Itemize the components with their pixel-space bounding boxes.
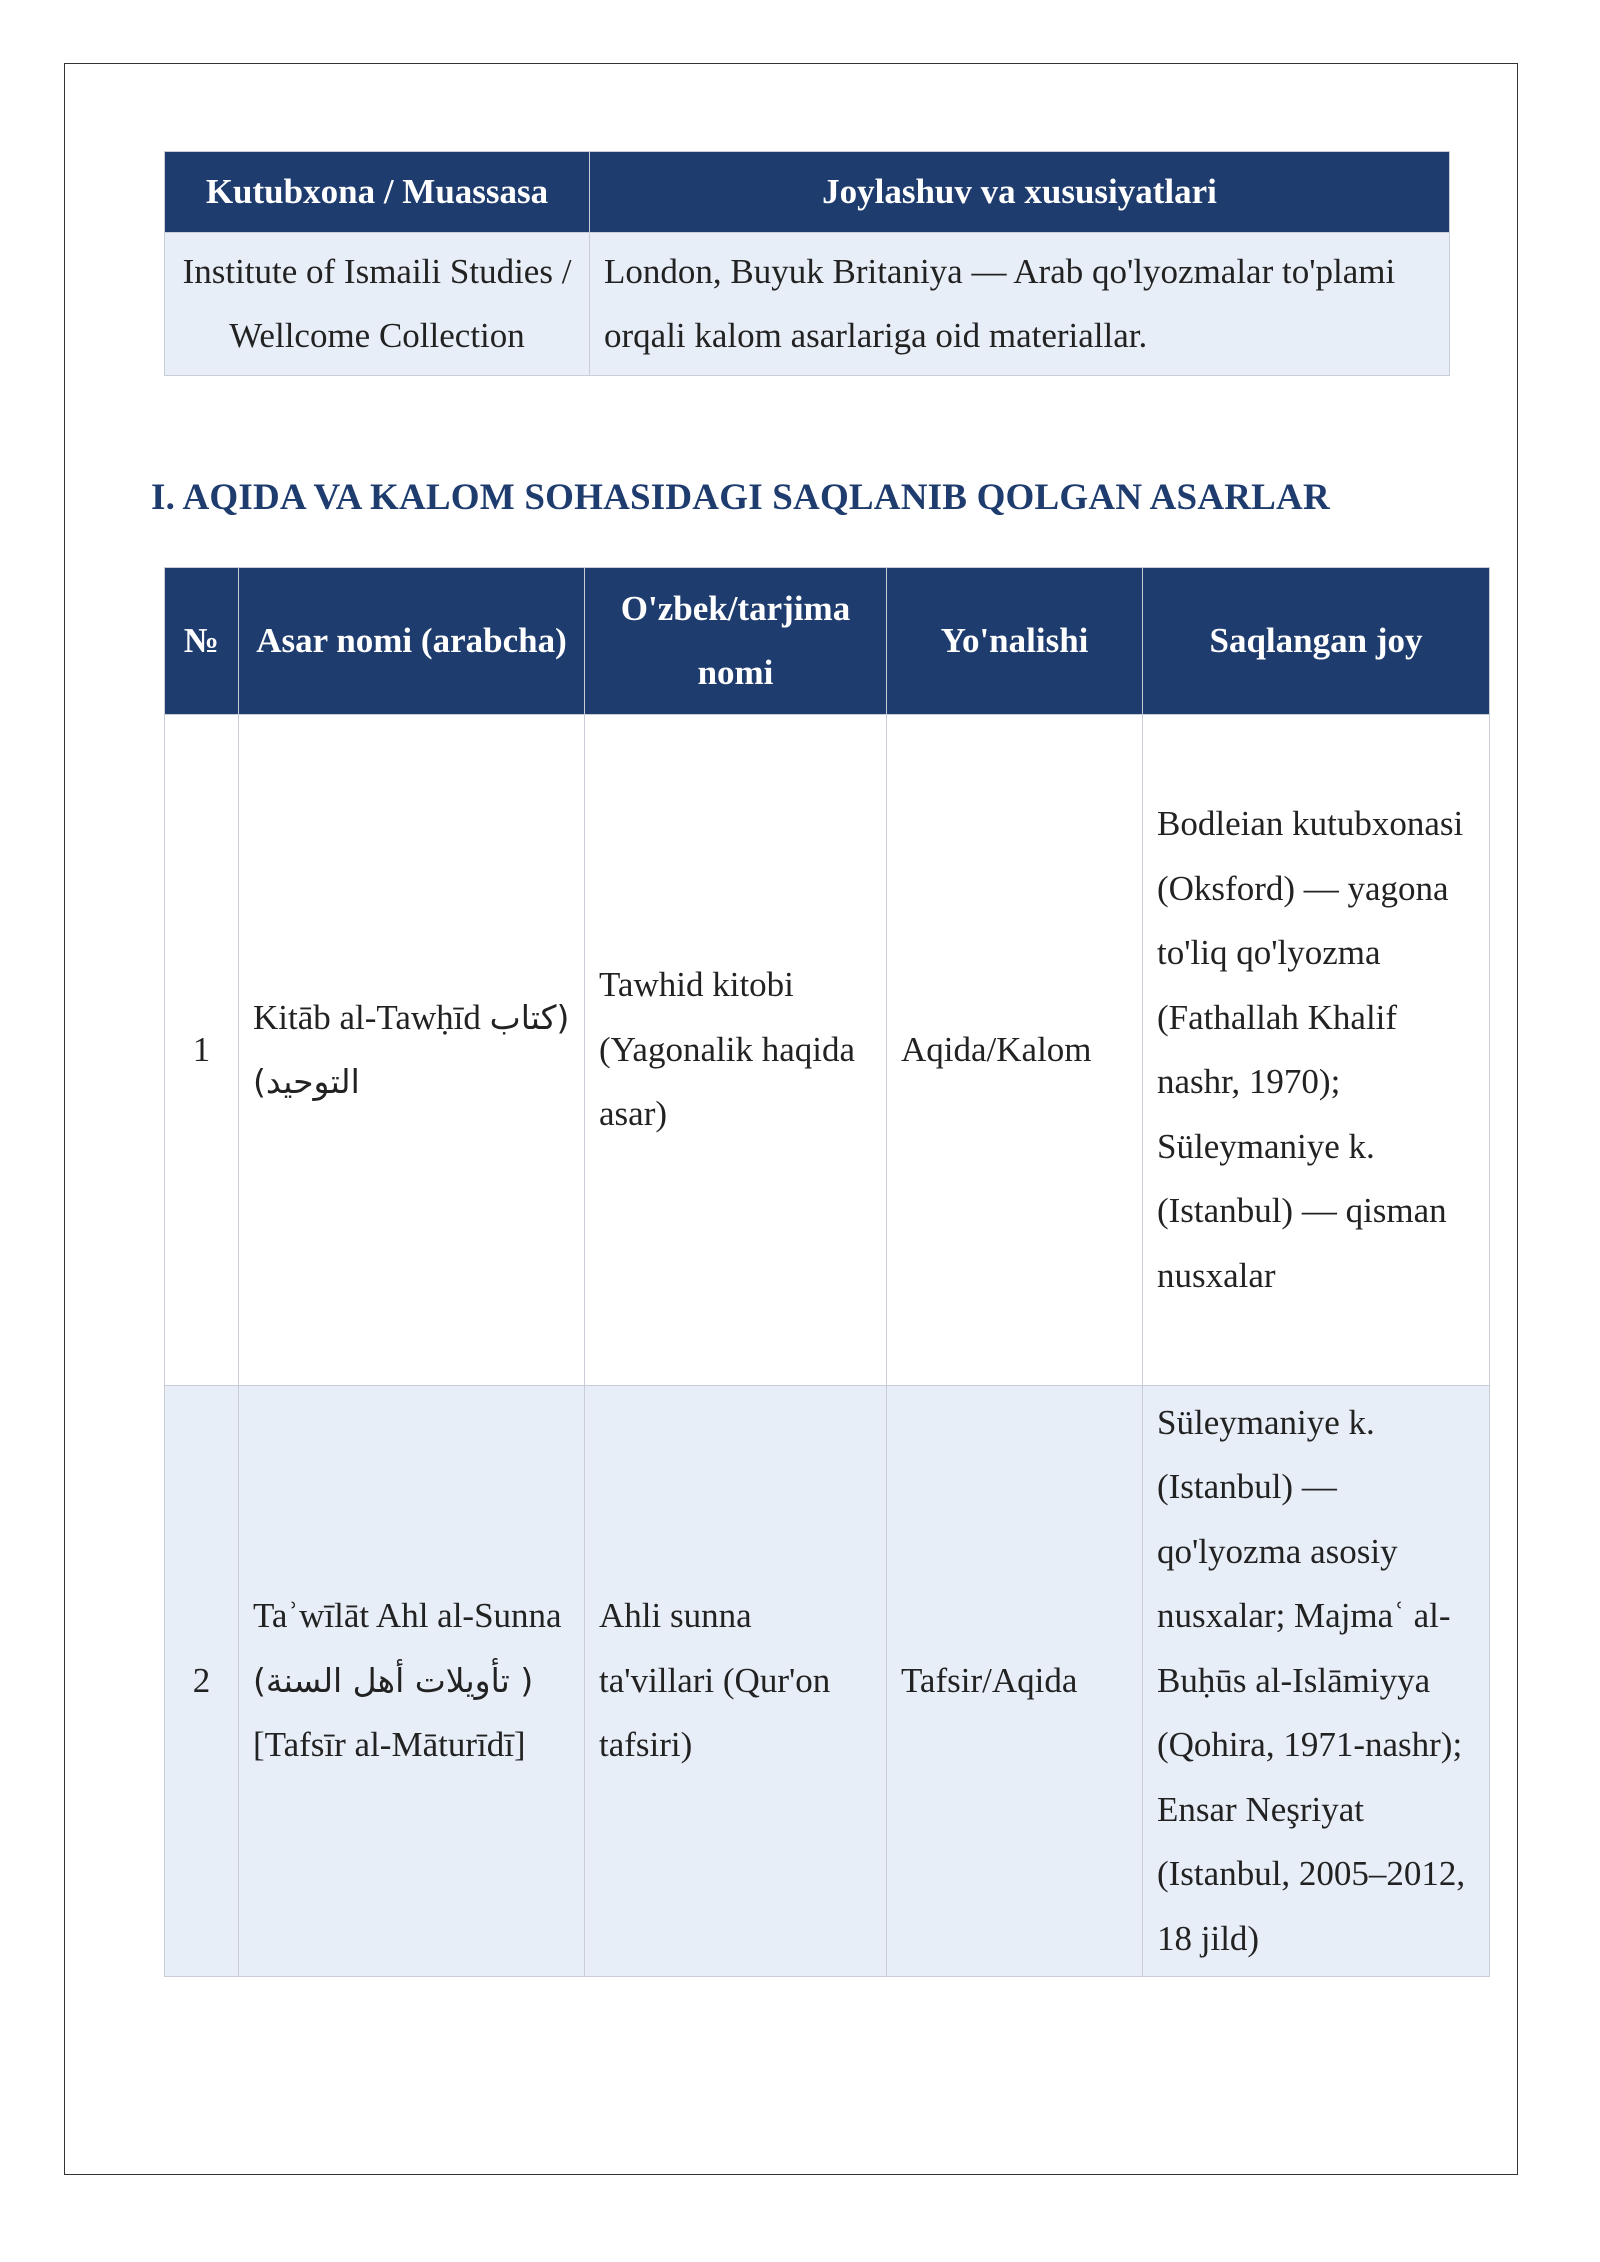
work-title-suffix: [Tafsīr al-Māturīdī] — [253, 1725, 526, 1765]
work-title-arabic: ( تأويلات أهل السنة) — [253, 1660, 534, 1700]
work-title-cell — [239, 715, 585, 1386]
work-title-latin: Taʾwīlāt Ahl al-Sunna — [253, 1596, 562, 1636]
work-direction: Tafsir/Aqida — [887, 1386, 1143, 1977]
description-cell: London, Buyuk Britaniya — Arab qo'lyozmalar to'plami orqali kalom asarlariga oid materiallar. — [590, 233, 1450, 376]
header-location: Saqlangan joy — [1143, 568, 1490, 715]
works-table — [164, 567, 1490, 1977]
header-direction: Yo'nalishi — [887, 568, 1143, 715]
library-table — [164, 151, 1450, 376]
section-heading: I. AQIDA VA KALOM SOHASIDAGI SAQLANIB QOLGAN ASARLAR — [151, 477, 1330, 518]
work-title-uzbek: Ahli sunna ta'villari (Qur'on tafsiri) — [585, 1386, 887, 1977]
table-row — [165, 233, 1450, 376]
header-institution: Kutubxona / Muassasa — [165, 152, 590, 233]
header-location-features: Joylashuv va xususiyatlari — [590, 152, 1450, 233]
institution-cell: Institute of Ismaili Studies / Wellcome Collection — [165, 233, 590, 376]
work-title-arabic: (كتاب التوحيد) — [253, 997, 570, 1101]
work-direction: Aqida/Kalom — [887, 715, 1143, 1386]
work-location: Bodleian kutubxonasi (Oksford) — yagona to'liq qo'lyozma (Fathallah Khalif nashr, 1970); Süleymaniye k. (Istanbul) — qisman nusxalar — [1143, 715, 1490, 1386]
library-table-header — [165, 152, 1450, 233]
header-title-arabic: Asar nomi (arabcha) — [239, 568, 585, 715]
row-number: 1 — [165, 715, 239, 1386]
work-title-uzbek: Tawhid kitobi (Yagonalik haqida asar) — [585, 715, 887, 1386]
header-title-uzbek: O'zbek/tarjima nomi — [585, 568, 887, 715]
works-table-header — [165, 568, 1490, 715]
row-number: 2 — [165, 1386, 239, 1977]
work-location: Süleymaniye k. (Istanbul) — qo'lyozma asosiy nusxalar; Majmaʿ al-Buḥūs al-Islāmiyya (Qohira, 1971-nashr); Ensar Neşriyat (Istanbul, 2005–2012, 18 jild) — [1143, 1386, 1490, 1977]
table-row — [165, 715, 1490, 1386]
work-title-cell — [239, 1386, 585, 1977]
work-title-latin: Kitāb al-Tawḥīd — [253, 997, 490, 1037]
table-row — [165, 1386, 1490, 1977]
header-number: № — [165, 568, 239, 715]
